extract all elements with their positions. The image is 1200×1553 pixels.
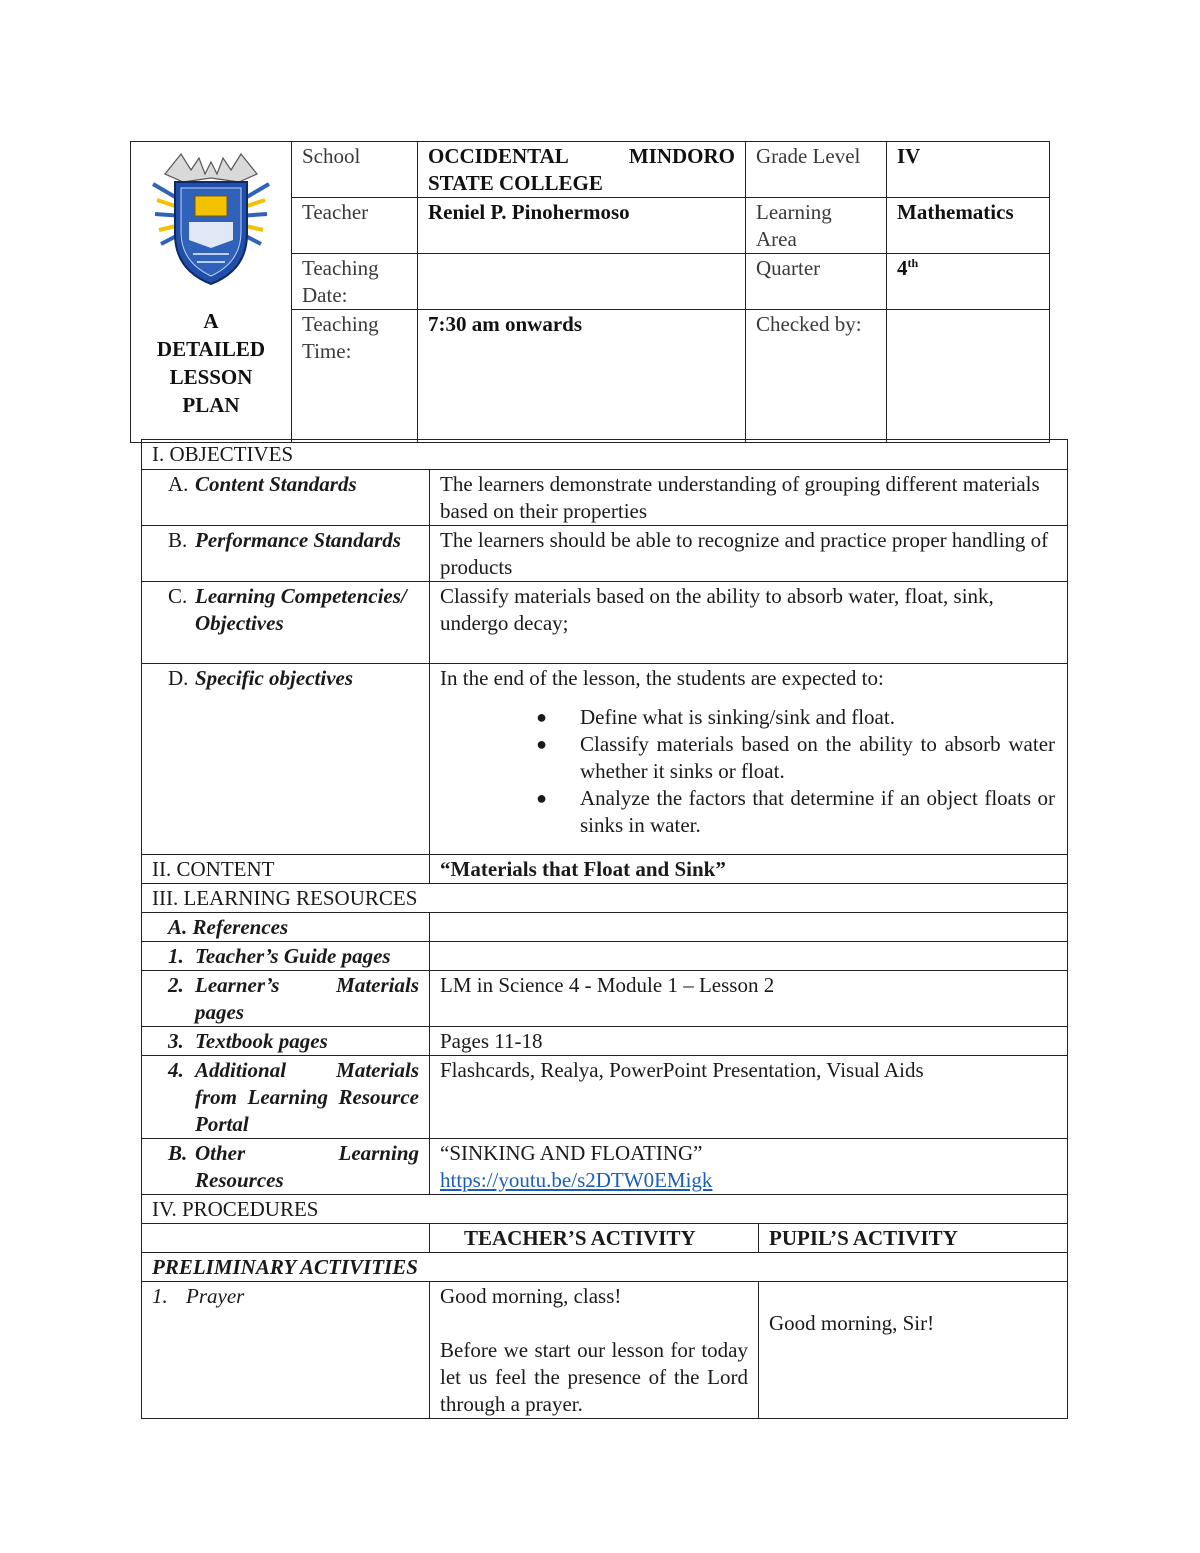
lesson-plan-table (141, 439, 1068, 1419)
item-label: Learner’s Materials pages (195, 973, 419, 1024)
list-item (440, 785, 1055, 839)
other-resources-label (142, 1139, 430, 1195)
item-number: 1. (152, 1284, 168, 1308)
references-value (430, 913, 1068, 942)
objectives-intro: In the end of the lesson, the students are expected to: (440, 666, 884, 690)
college-seal-logo (147, 148, 275, 288)
specific-objectives-label (142, 664, 430, 855)
item-label: Additional Materials from Learning Resource Portal (195, 1058, 419, 1136)
list-item (440, 731, 1055, 785)
item-letter: B. (168, 528, 188, 552)
bullet-icon: ● (536, 788, 547, 808)
procedures-blank-cell (142, 1224, 430, 1253)
teaching-date-value (418, 254, 746, 310)
learning-competencies-label (142, 582, 430, 664)
performance-standards-label (142, 526, 430, 582)
item-number: 1. (168, 944, 184, 968)
school-label: School (292, 142, 418, 198)
item-label: Learning Competencies/ Objectives (195, 584, 407, 635)
learning-area-label: Learning Area (746, 198, 887, 254)
specific-objectives-value (430, 664, 1068, 855)
list-item (440, 704, 1055, 731)
plan-title-line: A (203, 309, 219, 333)
objectives-heading: I. OBJECTIVES (142, 440, 1068, 470)
item-letter: A. (168, 472, 189, 496)
item-label: Prayer (186, 1284, 245, 1308)
learning-area-value: Mathematics (887, 198, 1050, 254)
grade-level-value: IV (887, 142, 1050, 198)
objectives-list (440, 704, 1055, 839)
pupil-greeting: Good morning, Sir! (769, 1311, 935, 1335)
item-letter: B. (168, 1141, 188, 1165)
checked-by-label: Checked by: (746, 310, 887, 443)
plan-title-line: LESSON (169, 365, 253, 389)
teacher-greeting: Good morning, class! (440, 1284, 622, 1308)
teaching-time-value: 7:30 am onwards (418, 310, 746, 443)
content-standards-label (142, 470, 430, 526)
bullet-icon: ● (536, 707, 547, 727)
quarter-suffix: th (907, 256, 919, 270)
additional-materials-value: Flashcards, Realya, PowerPoint Presentation, Visual Aids (430, 1056, 1068, 1139)
item-number: 4. (168, 1058, 184, 1082)
resources-heading: III. LEARNING RESOURCES (142, 884, 1068, 913)
list-item-text: Analyze the factors that determine if an object floats or sinks in water. (580, 786, 1056, 837)
eagle-wings (165, 154, 257, 182)
item-label: Performance Standards (195, 528, 401, 552)
prayer-pupil-activity (759, 1282, 1068, 1419)
teacher-prayer-text: Before we start our lesson for today let us feel the presence of the Lord through a prayer. (440, 1338, 748, 1416)
item-letter: C. (168, 584, 188, 608)
header-table (130, 141, 1050, 443)
textbook-label (142, 1027, 430, 1056)
plan-title (135, 307, 287, 419)
list-item-text: Define what is sinking/sink and float. (580, 705, 895, 729)
video-link[interactable]: https://youtu.be/s2DTW0EMigk (440, 1168, 713, 1192)
additional-materials-label (142, 1056, 430, 1139)
quarter-value (887, 254, 1050, 310)
prayer-teacher-activity (430, 1282, 759, 1419)
learning-competencies-value: Classify materials based on the ability to absorb water, float, sink, undergo decay; (430, 582, 1068, 664)
item-number: 2. (168, 973, 184, 997)
list-item-text: Classify materials based on the ability to absorb water whether it sinks or float. (580, 732, 1056, 783)
video-title: “SINKING AND FLOATING” (440, 1141, 703, 1165)
other-resources-value (430, 1139, 1068, 1195)
item-label: Content Standards (195, 472, 357, 496)
quarter-number: 4 (897, 256, 908, 280)
teacher-value: Reniel P. Pinohermoso (418, 198, 746, 254)
teacher-label: Teacher (292, 198, 418, 254)
pupil-activity-header: PUPIL’S ACTIVITY (759, 1224, 1068, 1253)
plan-title-line: DETAILED (156, 337, 266, 361)
item-label: Textbook pages (195, 1029, 328, 1053)
plan-title-line: PLAN (182, 393, 240, 417)
content-heading: II. CONTENT (142, 855, 430, 884)
learners-materials-label (142, 971, 430, 1027)
content-value: “Materials that Float and Sink” (430, 855, 1068, 884)
item-label: Specific objectives (195, 666, 354, 690)
quarter-label: Quarter (746, 254, 887, 310)
item-label: Other Learning Resources (195, 1141, 419, 1192)
teaching-date-label: Teaching Date: (292, 254, 418, 310)
grade-level-label: Grade Level (746, 142, 887, 198)
content-standards-value: The learners demonstrate understanding of grouping different materials based on their properties (430, 470, 1068, 526)
item-letter: D. (168, 666, 189, 690)
references-label: A. References (142, 913, 430, 942)
teachers-guide-label (142, 942, 430, 971)
performance-standards-value: The learners should be able to recognize and practice proper handling of products (430, 526, 1068, 582)
teaching-time-label: Teaching Time: (292, 310, 418, 443)
textbook-value: Pages 11-18 (430, 1027, 1068, 1056)
bullet-icon: ● (536, 734, 547, 754)
item-number: 3. (168, 1029, 184, 1053)
procedures-heading: IV. PROCEDURES (142, 1195, 1068, 1224)
teacher-activity-header: TEACHER’S ACTIVITY (430, 1224, 759, 1253)
item-label: Teacher’s Guide pages (195, 944, 391, 968)
checked-by-value (887, 310, 1050, 443)
preliminary-activities-heading: PRELIMINARY ACTIVITIES (142, 1253, 1068, 1282)
teachers-guide-value (430, 942, 1068, 971)
learners-materials-value: LM in Science 4 - Module 1 – Lesson 2 (430, 971, 1068, 1027)
logo-cell (131, 142, 292, 443)
school-value: OCCIDENTAL MINDORO STATE COLLEGE (418, 142, 746, 198)
prayer-label (142, 1282, 430, 1419)
